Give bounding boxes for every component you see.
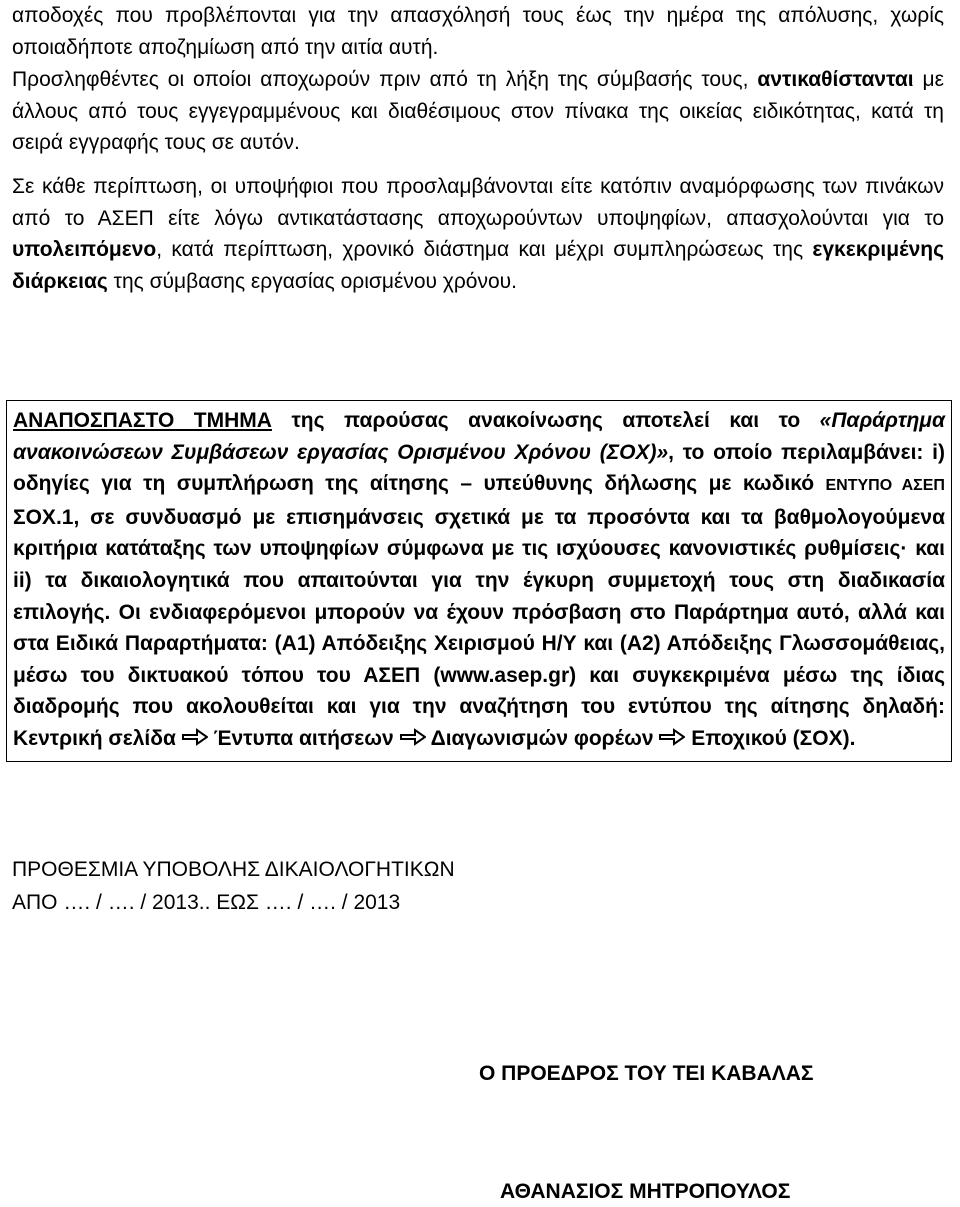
paragraph3-text-2: , κατά περίπτωση, χρονικό διάστημα και μέχρι συμπληρώσεως της <box>156 238 813 261</box>
paragraph2-text-2: με άλλους από τους εγγεγραμμένους και διαθέσιμους στον πίνακα της οικείας ειδικότητας, κατά τη σειρά εγγραφής τους σε αυτόν. <box>12 68 944 154</box>
from-date: …. / …. / 2013.. <box>57 891 217 914</box>
paragraph2-text-1: Προσληφθέντες οι οποίοι αποχωρούν πριν από τη λήξη της σύμβασής τους, <box>12 68 758 91</box>
form-label: ΕΝΤΥΠΟ ΑΣΕΠ <box>825 477 945 495</box>
deadline-heading: ΠΡΟΘΕΣΜΙΑ ΥΠΟΒΟΛΗΣ ΔΙΚΑΙΟΛΟΓΗΤΙΚΩΝ <box>12 858 455 881</box>
paragraph-compensation <box>12 0 944 63</box>
from-label: ΑΠΟ <box>12 891 58 914</box>
to-date: …. / …. / 2013 <box>258 891 401 914</box>
deadline-section <box>12 853 944 919</box>
paragraph-replacement <box>12 64 944 159</box>
paragraph3-bold-2: εγκεκριμένης διάρκειας <box>12 238 944 293</box>
path-step-2: Έντυπα αιτήσεων <box>213 726 394 750</box>
path-step-3: Διαγωνισμών φορέων <box>430 726 654 750</box>
right-arrow-icon <box>182 727 208 747</box>
paragraph2-bold-1: αντικαθίστανται <box>757 68 914 91</box>
paragraph3-text-1: Σε κάθε περίπτωση, οι υποψήφιοι που προσλαμβάνονται είτε κατόπιν αναμόρφωσης των πινάκων από το ΑΣΕΠ είτε λόγω αντικατάστασης αποχωρούντων υποψηφίων, απασχολούνται για το <box>12 175 944 230</box>
to-label: ΕΩΣ <box>216 891 259 914</box>
notice-text-1: της παρούσας ανακοίνωσης αποτελεί και το <box>271 409 820 432</box>
notice-text-2: , το οποίο περιλαμβάνει: i) οδηγίες για τη συμπλήρωση της αίτησης – υπεύθυνης δήλωσης με κωδικό <box>13 440 945 496</box>
path-step-4: Εποχικού (ΣΟΧ). <box>691 726 856 750</box>
paragraph3-text-3: της σύμβασης εργασίας ορισμένου χρόνου. <box>107 269 517 293</box>
form-code: ΣΟΧ.1 <box>13 505 74 529</box>
annex-title: «Παράρτημα ανακοινώσεων Συμβάσεων εργασίας Ορισμένου Χρόνου (ΣΟΧ)» <box>13 409 945 464</box>
path-step-1: Κεντρική σελίδα <box>13 726 176 750</box>
detachable-section-box <box>6 400 952 762</box>
paragraph-duration <box>12 171 944 297</box>
notice-text <box>13 405 945 755</box>
signatory-name: ΑΘΑΝΑΣΙΟΣ ΜΗΤΡΟΠΟΥΛΟΣ <box>500 1180 791 1203</box>
deadline-dates <box>12 886 944 919</box>
right-arrow-icon <box>659 727 685 747</box>
paragraph1-text: αποδοχές που προβλέπονται για την απασχόλησή τους έως την ημέρα της απόλυσης, χωρίς οποιαδήποτε αποζημίωση από την αιτία αυτή. <box>12 4 944 59</box>
right-arrow-icon <box>400 727 426 747</box>
notice-heading: ΑΝΑΠΟΣΠΑΣΤΟ ΤΜΗΜΑ <box>13 409 272 432</box>
president-title: Ο ΠΡΟΕΔΡΟΣ ΤΟΥ ΤΕΙ ΚΑΒΑΛΑΣ <box>479 1062 814 1085</box>
notice-text-3: , σε συνδυασμό με επισημάνσεις σχετικά με τα προσόντα και τα βαθμολογούμενα κριτήρια κατάταξης των υποψηφίων σύμφωνα με τις ισχύουσες κανονιστικές ρυθμίσεις· και ii) τα δικαιολογητικά που απαιτούνται για την έγκυρη συμμετοχή τους στη διαδικασία επιλογής. Οι ενδιαφερόμενοι μπορούν να έχουν πρόσβαση στο Παράρτημα αυτό, αλλά και στα Ειδικά Παραρτήματα: (Α1) Απόδειξης Χειρισμού Η/Υ και (Α2) Απόδειξης Γλωσσομάθειας, μέσω του δικτυακού τόπου του ΑΣΕΠ (www.asep.gr) και συγκεκριμένα μέσω της ίδιας διαδρομής που ακολουθείται και για την αναζήτηση του εντύπου της αίτησης δηλαδή: <box>13 505 945 719</box>
paragraph3-bold-1: υπολειπόμενο <box>12 238 157 261</box>
